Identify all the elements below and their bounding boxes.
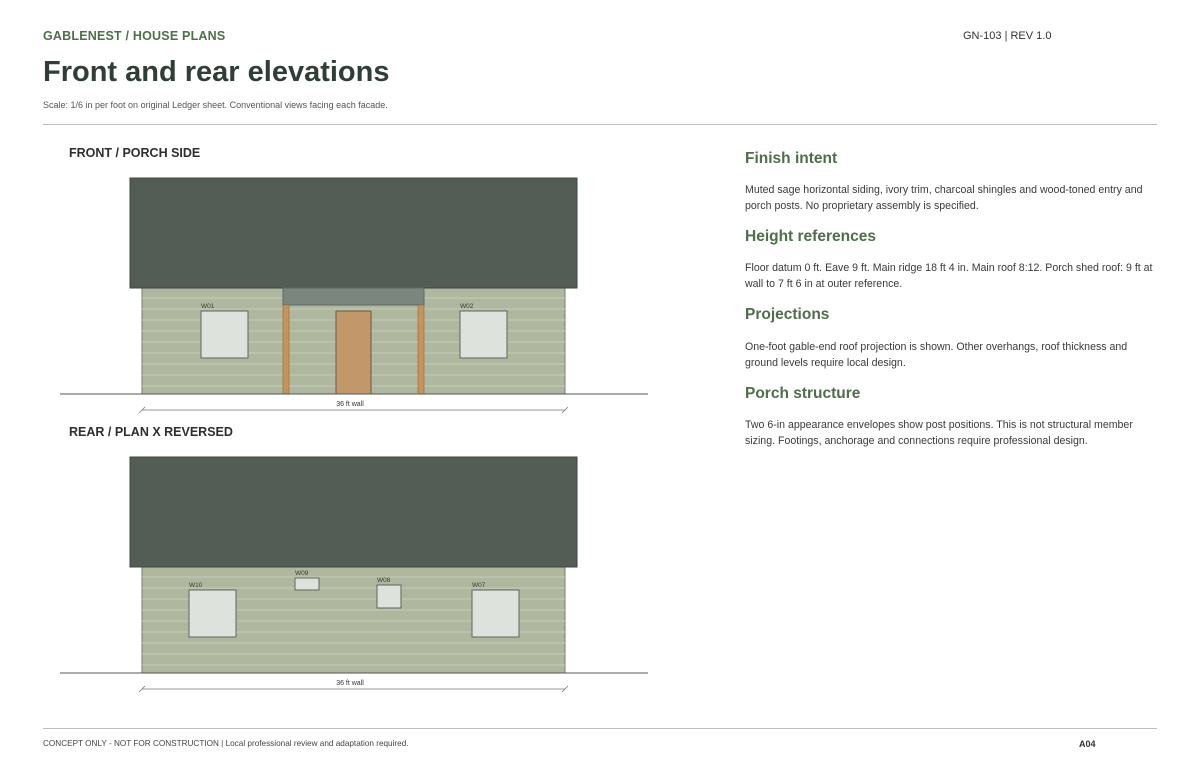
notes-heading-height-references: Height references (745, 228, 876, 245)
front-elevation-drawing (55, 175, 655, 420)
notes-heading-finish-intent: Finish intent (745, 150, 838, 167)
notes-body-porch-structure: Two 6-in appearance envelopes show post positions. This is not structural member sizing. Footings, anchorage and connections require professional design. (745, 419, 1133, 447)
window-w08 (377, 585, 401, 608)
rear-dimension-text: 36 ft wall (336, 680, 364, 687)
page-title: Front and rear elevations (43, 56, 390, 88)
window-tag-w02: W02 (460, 303, 474, 310)
window-w09 (295, 578, 319, 590)
window-w10 (189, 590, 236, 637)
notes-body-finish-intent: Muted sage horizontal siding, ivory trim, charcoal shingles and wood-toned entry and porch posts. No proprietary assembly is specified. (745, 184, 1143, 212)
scale-note: Scale: 1/6 in per foot on original Ledger sheet. Conventional views facing each facade. (43, 100, 388, 110)
notes-body-projections: One-foot gable-end roof projection is shown. Other overhangs, roof thickness and ground levels require local design. (745, 341, 1128, 369)
window-w01 (201, 311, 248, 358)
notes-heading-porch-structure: Porch structure (745, 385, 861, 402)
window-tag-w08: W08 (377, 577, 391, 584)
front-roof (130, 178, 577, 288)
window-tag-w10: W10 (189, 582, 203, 589)
front-entry-door (336, 311, 371, 394)
window-tag-w01: W01 (201, 303, 215, 310)
notes-heading-projections: Projections (745, 306, 830, 323)
porch-post-left (283, 305, 289, 394)
front-dimension-text: 36 ft wall (336, 401, 364, 408)
sheet-reference: GN-103 | REV 1.0 (963, 30, 1052, 42)
window-w02 (460, 311, 507, 358)
footer-disclaimer: CONCEPT ONLY - NOT FOR CONSTRUCTION | Local professional review and adaptation required. (43, 739, 409, 748)
front-elevation-label: FRONT / PORCH SIDE (69, 146, 201, 160)
rear-elevation-drawing (55, 454, 655, 699)
page-number: A04 (1079, 739, 1096, 749)
footer-divider (43, 728, 1157, 729)
header-divider (43, 124, 1157, 125)
window-tag-w09: W09 (295, 570, 309, 577)
rear-roof (130, 457, 577, 567)
window-tag-w07: W07 (472, 582, 486, 589)
notes-body-height-references: Floor datum 0 ft. Eave 9 ft. Main ridge 18 ft 4 in. Main roof 8:12. Porch shed roof: 9 ft at wall to 7 ft 6 in at outer reference. (745, 262, 1153, 290)
window-w07 (472, 590, 519, 637)
porch-post-right (418, 305, 424, 394)
rear-elevation-label: REAR / PLAN X REVERSED (69, 425, 233, 439)
brand-title: GABLENEST / HOUSE PLANS (43, 29, 226, 43)
porch-shed-roof (283, 288, 424, 305)
